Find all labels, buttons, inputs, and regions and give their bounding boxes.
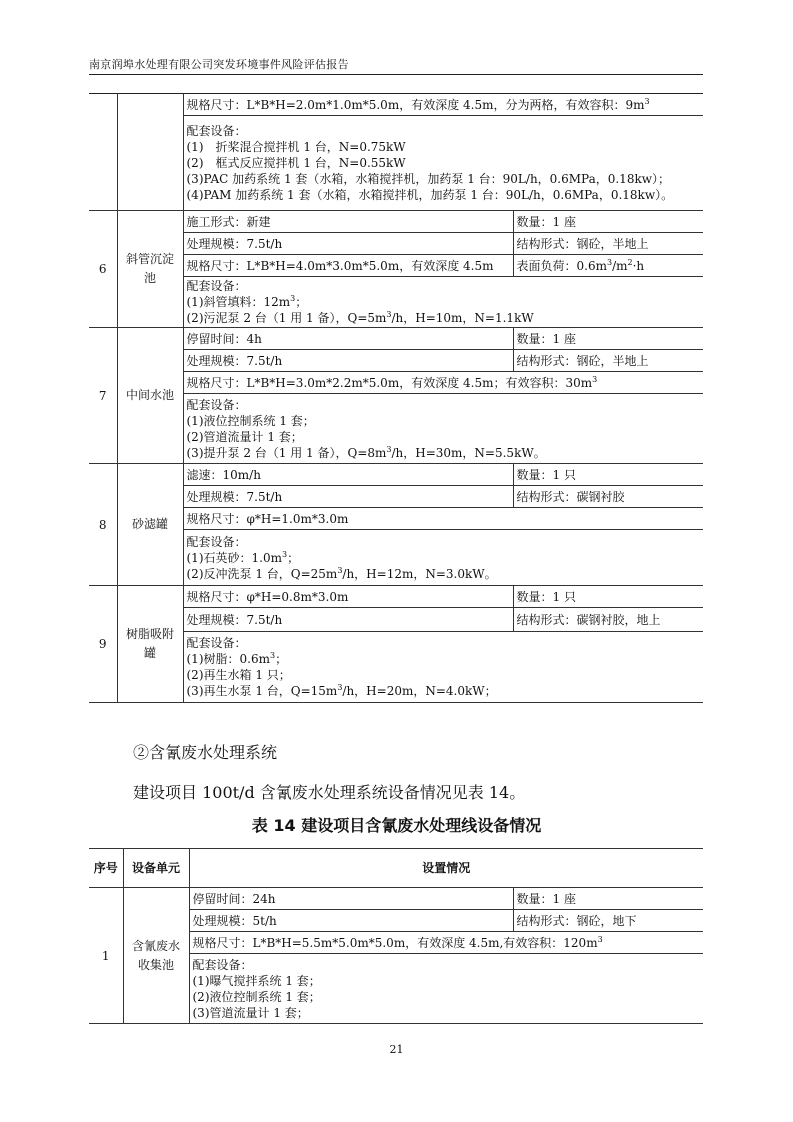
spec-cell: 结构形式：碳钢衬胶，地上 — [513, 608, 703, 632]
header-unit: 设备单元 — [123, 849, 189, 888]
header-rule — [89, 74, 703, 75]
equipment-list: 配套设备： (1)斜管填料：$12m^3$； (2)污泥泵 2 台（1 用 1 备），$Q=5m^3/h$，H=10m，N=1.1kW — [183, 277, 703, 328]
spec-cell: 规格尺寸：L*B*H=5.5m*5.0m*5.0m，有效深度 4.5m,有效容积：$120m^3$ — [189, 932, 703, 954]
seq-number: 6 — [89, 211, 117, 328]
table-header-row — [89, 849, 703, 888]
spec-cell: 停留时间：4h — [183, 328, 513, 350]
seq-number: 8 — [89, 464, 117, 586]
equipment-line: (1) 折桨混合搅拌机 1 台，N=0.75kW — [186, 140, 406, 154]
spec-cell: 处理规模：7.5t/h — [183, 350, 513, 372]
spec-cell: 数量：1 座 — [513, 328, 703, 350]
unit-name: 中间水池 — [117, 328, 183, 464]
unit-name: 含氰废水收集池 — [123, 888, 189, 1024]
equipment-list: 配套设备： (1)曝气搅拌系统 1 套； (2)液位控制系统 1 套； (3)管道流量计 1 套； — [189, 954, 703, 1024]
body-paragraph: 建设项目 100t/d 含氰废水处理系统设备情况见表 14。 — [133, 783, 526, 802]
size-cell: 规格尺寸：L*B*H=2.0m*1.0m*5.0m，有效深度 4.5m，分为两格，有效容积：$9m^3$ — [183, 94, 703, 116]
equipment-list: 配套设备： (1)液位控制系统 1 套； (2)管道流量计 1 套； (3)提升泵 2 台（1 用 1 备），$Q=8m^3/h$，H=30m，N=5.5kW。 — [183, 394, 703, 464]
equipment-list: 配套设备： (1)树脂：$0.6m^3$； (2)再生水箱 1 只； (3)再生水泵 1 台，$Q=15m^3/h$，H=20m，N=4.0kW； — [183, 632, 703, 703]
seq-number: 1 — [89, 888, 123, 1024]
header-seq: 序号 — [89, 849, 123, 888]
header-info: 设置情况 — [189, 849, 703, 888]
spec-cell: 结构形式：钢砼，半地上 — [513, 233, 703, 255]
table-row — [89, 586, 703, 608]
spec-cell: 数量：1 座 — [513, 211, 703, 233]
spec-cell: 数量：1 只 — [513, 586, 703, 608]
spec-cell: 规格尺寸：L*B*H=3.0m*2.2m*5.0m，有效深度 4.5m；有效容积：$30m^3$ — [183, 372, 703, 394]
table-caption: 表 14 建设项目含氰废水处理线设备情况 — [251, 816, 542, 835]
seq-cell — [89, 94, 117, 211]
equipment-line: (3)PAC 加药系统 1 套（水箱，水箱搅拌机，加药泵 1 台：90L/h，0.6MPa，0.18kw）； — [186, 172, 670, 186]
table-row — [89, 328, 703, 350]
page-number: 21 — [389, 1043, 404, 1056]
spec-cell: 处理规模：7.5t/h — [183, 608, 513, 632]
cyanide-equipment-table — [89, 848, 703, 1024]
spec-cell: 数量：1 座 — [513, 888, 703, 910]
spec-cell: 结构形式：钢砼，半地上 — [513, 350, 703, 372]
spec-cell: 数量：1 只 — [513, 464, 703, 486]
spec-cell: 处理规模：7.5t/h — [183, 233, 513, 255]
equipment-list — [183, 116, 703, 211]
spec-cell: 处理规模：5t/h — [189, 910, 513, 932]
table-row — [89, 888, 703, 910]
unit-name: 斜管沉淀池 — [117, 211, 183, 328]
unit-name: 砂滤罐 — [117, 464, 183, 586]
spec-cell: 滤速：10m/h — [183, 464, 513, 486]
equipment-line: 配套设备： — [186, 124, 247, 138]
spec-cell: 规格尺寸：φ*H=0.8m*3.0m — [183, 586, 513, 608]
spec-cell: 停留时间：24h — [189, 888, 513, 910]
spec-cell: 处理规模：7.5t/h — [183, 486, 513, 508]
spec-cell: 规格尺寸：L*B*H=4.0m*3.0m*5.0m，有效深度 4.5m — [183, 255, 513, 277]
equipment-list: 配套设备： (1)石英砂：$1.0m^3$； (2)反冲洗泵 1 台，$Q=25m^3/h$，H=12m，N=3.0kW。 — [183, 530, 703, 586]
equipment-line: (2) 框式反应搅拌机 1 台，N=0.55kW — [186, 156, 406, 170]
equipment-line: (4)PAM 加药系统 1 套（水箱，水箱搅拌机，加药泵 1 台：90L/h，0.6MPa，0.18kw）。 — [186, 188, 674, 202]
equipment-table-continued — [89, 93, 703, 703]
spec-cell: 规格尺寸：φ*H=1.0m*3.0m — [183, 508, 703, 530]
spec-cell: 表面负荷：$0.6m^3/m^2\cdot h$ — [513, 255, 703, 277]
spec-cell: 结构形式：钢砼，地下 — [513, 910, 703, 932]
table-row — [89, 211, 703, 233]
section-subheading: ②含氰废水处理系统 — [133, 743, 278, 762]
seq-number: 9 — [89, 586, 117, 703]
page-header: 南京润埠水处理有限公司突发环境事件风险评估报告 — [89, 58, 349, 71]
unit-name: 树脂吸附罐 — [117, 586, 183, 703]
unit-cell — [117, 94, 183, 211]
spec-cell: 结构形式：碳钢衬胶 — [513, 486, 703, 508]
seq-number: 7 — [89, 328, 117, 464]
table-row — [89, 94, 703, 116]
spec-cell: 施工形式：新建 — [183, 211, 513, 233]
table-row — [89, 464, 703, 486]
